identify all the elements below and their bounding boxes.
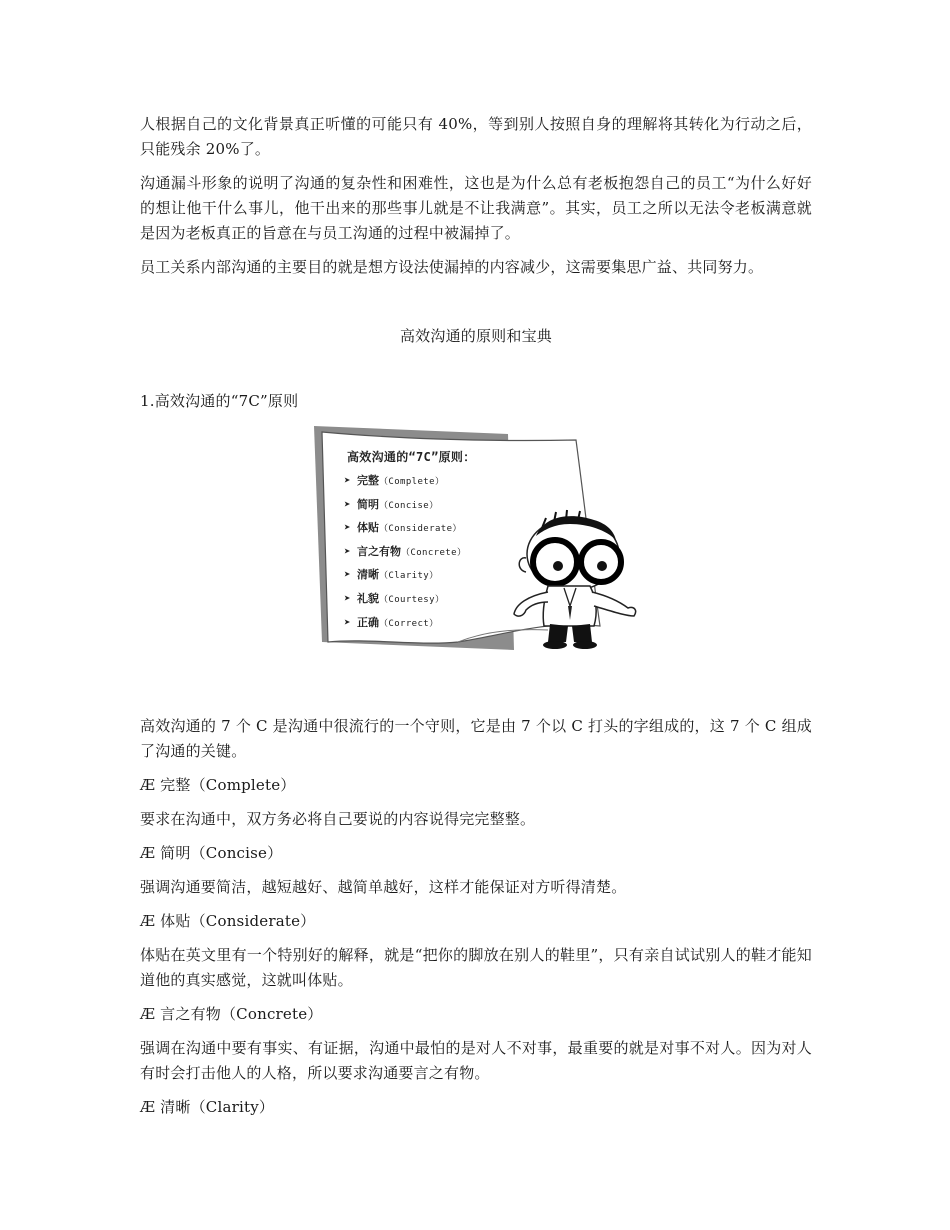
concise-paragraph: 强调沟通要简洁，越短越好、越简单越好，这样才能保证对方听得清楚。 bbox=[140, 878, 627, 896]
7c-illustration bbox=[308, 420, 648, 652]
arrow-right-icon: ➤ bbox=[344, 521, 351, 535]
7c-item-en: （Concrete） bbox=[401, 547, 467, 558]
7c-list-item bbox=[344, 541, 466, 565]
considerate-heading: Æ 体贴（Considerate） bbox=[140, 912, 316, 930]
character-left-shoe bbox=[543, 641, 567, 649]
7c-item-cn: 清晰 bbox=[357, 568, 379, 582]
7c-item-en: （Clarity） bbox=[379, 571, 439, 582]
7c-list-item bbox=[344, 470, 466, 494]
7c-list-item bbox=[344, 517, 466, 541]
clarity-heading: Æ 清晰（Clarity） bbox=[140, 1098, 275, 1116]
7c-item-cn: 体贴 bbox=[357, 521, 379, 535]
document-page bbox=[140, 112, 812, 1120]
character-left-leg bbox=[548, 624, 568, 642]
intro-paragraph-3: 员工关系内部沟通的主要目的就是想方设法使漏掉的内容减少，这需要集思广益、共同努力。 bbox=[140, 258, 764, 276]
7c-item-cn: 完整 bbox=[357, 474, 379, 487]
section-title: 高效沟通的原则和宝典 bbox=[399, 327, 552, 345]
7c-list bbox=[344, 470, 466, 635]
complete-heading: Æ 完整（Complete） bbox=[140, 776, 296, 794]
considerate-paragraph: 体贴在英文里有一个特别好的解释，就是“把你的脚放在别人的鞋里”，只有亲自试试别人的鞋才能知道他的真实感觉，这就叫体贴。 bbox=[140, 946, 812, 989]
7c-list-item bbox=[344, 612, 466, 636]
7c-list-item bbox=[344, 588, 466, 612]
complete-paragraph: 要求在沟通中，双方务必将自己要说的内容说得完完整整。 bbox=[140, 810, 536, 828]
7c-item-en: （Courtesy） bbox=[379, 594, 445, 605]
7c-item-en: （Considerate） bbox=[379, 524, 462, 535]
intro-paragraph-2: 沟通漏斗形象的说明了沟通的复杂性和困难性，这也是为什么总有老板抱怨自己的员工“为什么好好的想让他干什么事儿，他干出来的那些事儿就是不让我满意”。其实，员工之所以无法令老板满意就是因为老板真正的旨意在与员工沟通的过程中被漏掉了。 bbox=[140, 174, 812, 242]
7c-intro-paragraph: 高效沟通的 7 个 C 是沟通中很流行的一个守则，它是由 7 个以 C 打头的字组成的，这 7 个 C 组成了沟通的关键。 bbox=[140, 717, 812, 760]
glasses-bridge bbox=[574, 558, 582, 563]
subsection-heading: 1.高效沟通的“7C”原则 bbox=[140, 392, 299, 410]
concrete-heading: Æ 言之有物（Concrete） bbox=[140, 1005, 323, 1023]
arrow-right-icon: ➤ bbox=[344, 497, 351, 511]
character-right-shoe bbox=[573, 641, 597, 649]
7c-item-cn: 礼貌 bbox=[357, 591, 379, 605]
7c-list-item bbox=[344, 564, 466, 588]
concise-heading: Æ 简明（Concise） bbox=[140, 844, 283, 862]
eye-left-pupil bbox=[553, 561, 563, 571]
arrow-right-icon: ➤ bbox=[344, 615, 351, 629]
7c-item-cn: 正确 bbox=[357, 615, 379, 629]
eye-right-pupil bbox=[597, 561, 607, 571]
arrow-right-icon: ➤ bbox=[344, 591, 351, 605]
illustration-title: 高效沟通的“7C”原则： bbox=[347, 450, 476, 464]
7c-item-en: （Correct） bbox=[379, 618, 439, 629]
arrow-right-icon: ➤ bbox=[344, 474, 351, 487]
arrow-right-icon: ➤ bbox=[344, 544, 351, 558]
character-right-leg bbox=[572, 624, 592, 642]
7c-item-en: （Complete） bbox=[379, 477, 445, 487]
7c-list-item bbox=[344, 494, 466, 518]
7c-item-cn: 简明 bbox=[357, 497, 379, 511]
arrow-right-icon: ➤ bbox=[344, 568, 351, 582]
concrete-paragraph: 强调在沟通中要有事实、有证据，沟通中最怕的是对人不对事，最重要的就是对事不对人。因为对人有时会打击他人的人格，所以要求沟通要言之有物。 bbox=[140, 1039, 812, 1082]
intro-paragraph-1: 人根据自己的文化背景真正听懂的可能只有 40%，等到别人按照自身的理解将其转化为行动之后，只能残余 20%了。 bbox=[140, 115, 812, 158]
7c-item-cn: 言之有物 bbox=[357, 544, 401, 558]
7c-item-en: （Concise） bbox=[379, 500, 439, 511]
